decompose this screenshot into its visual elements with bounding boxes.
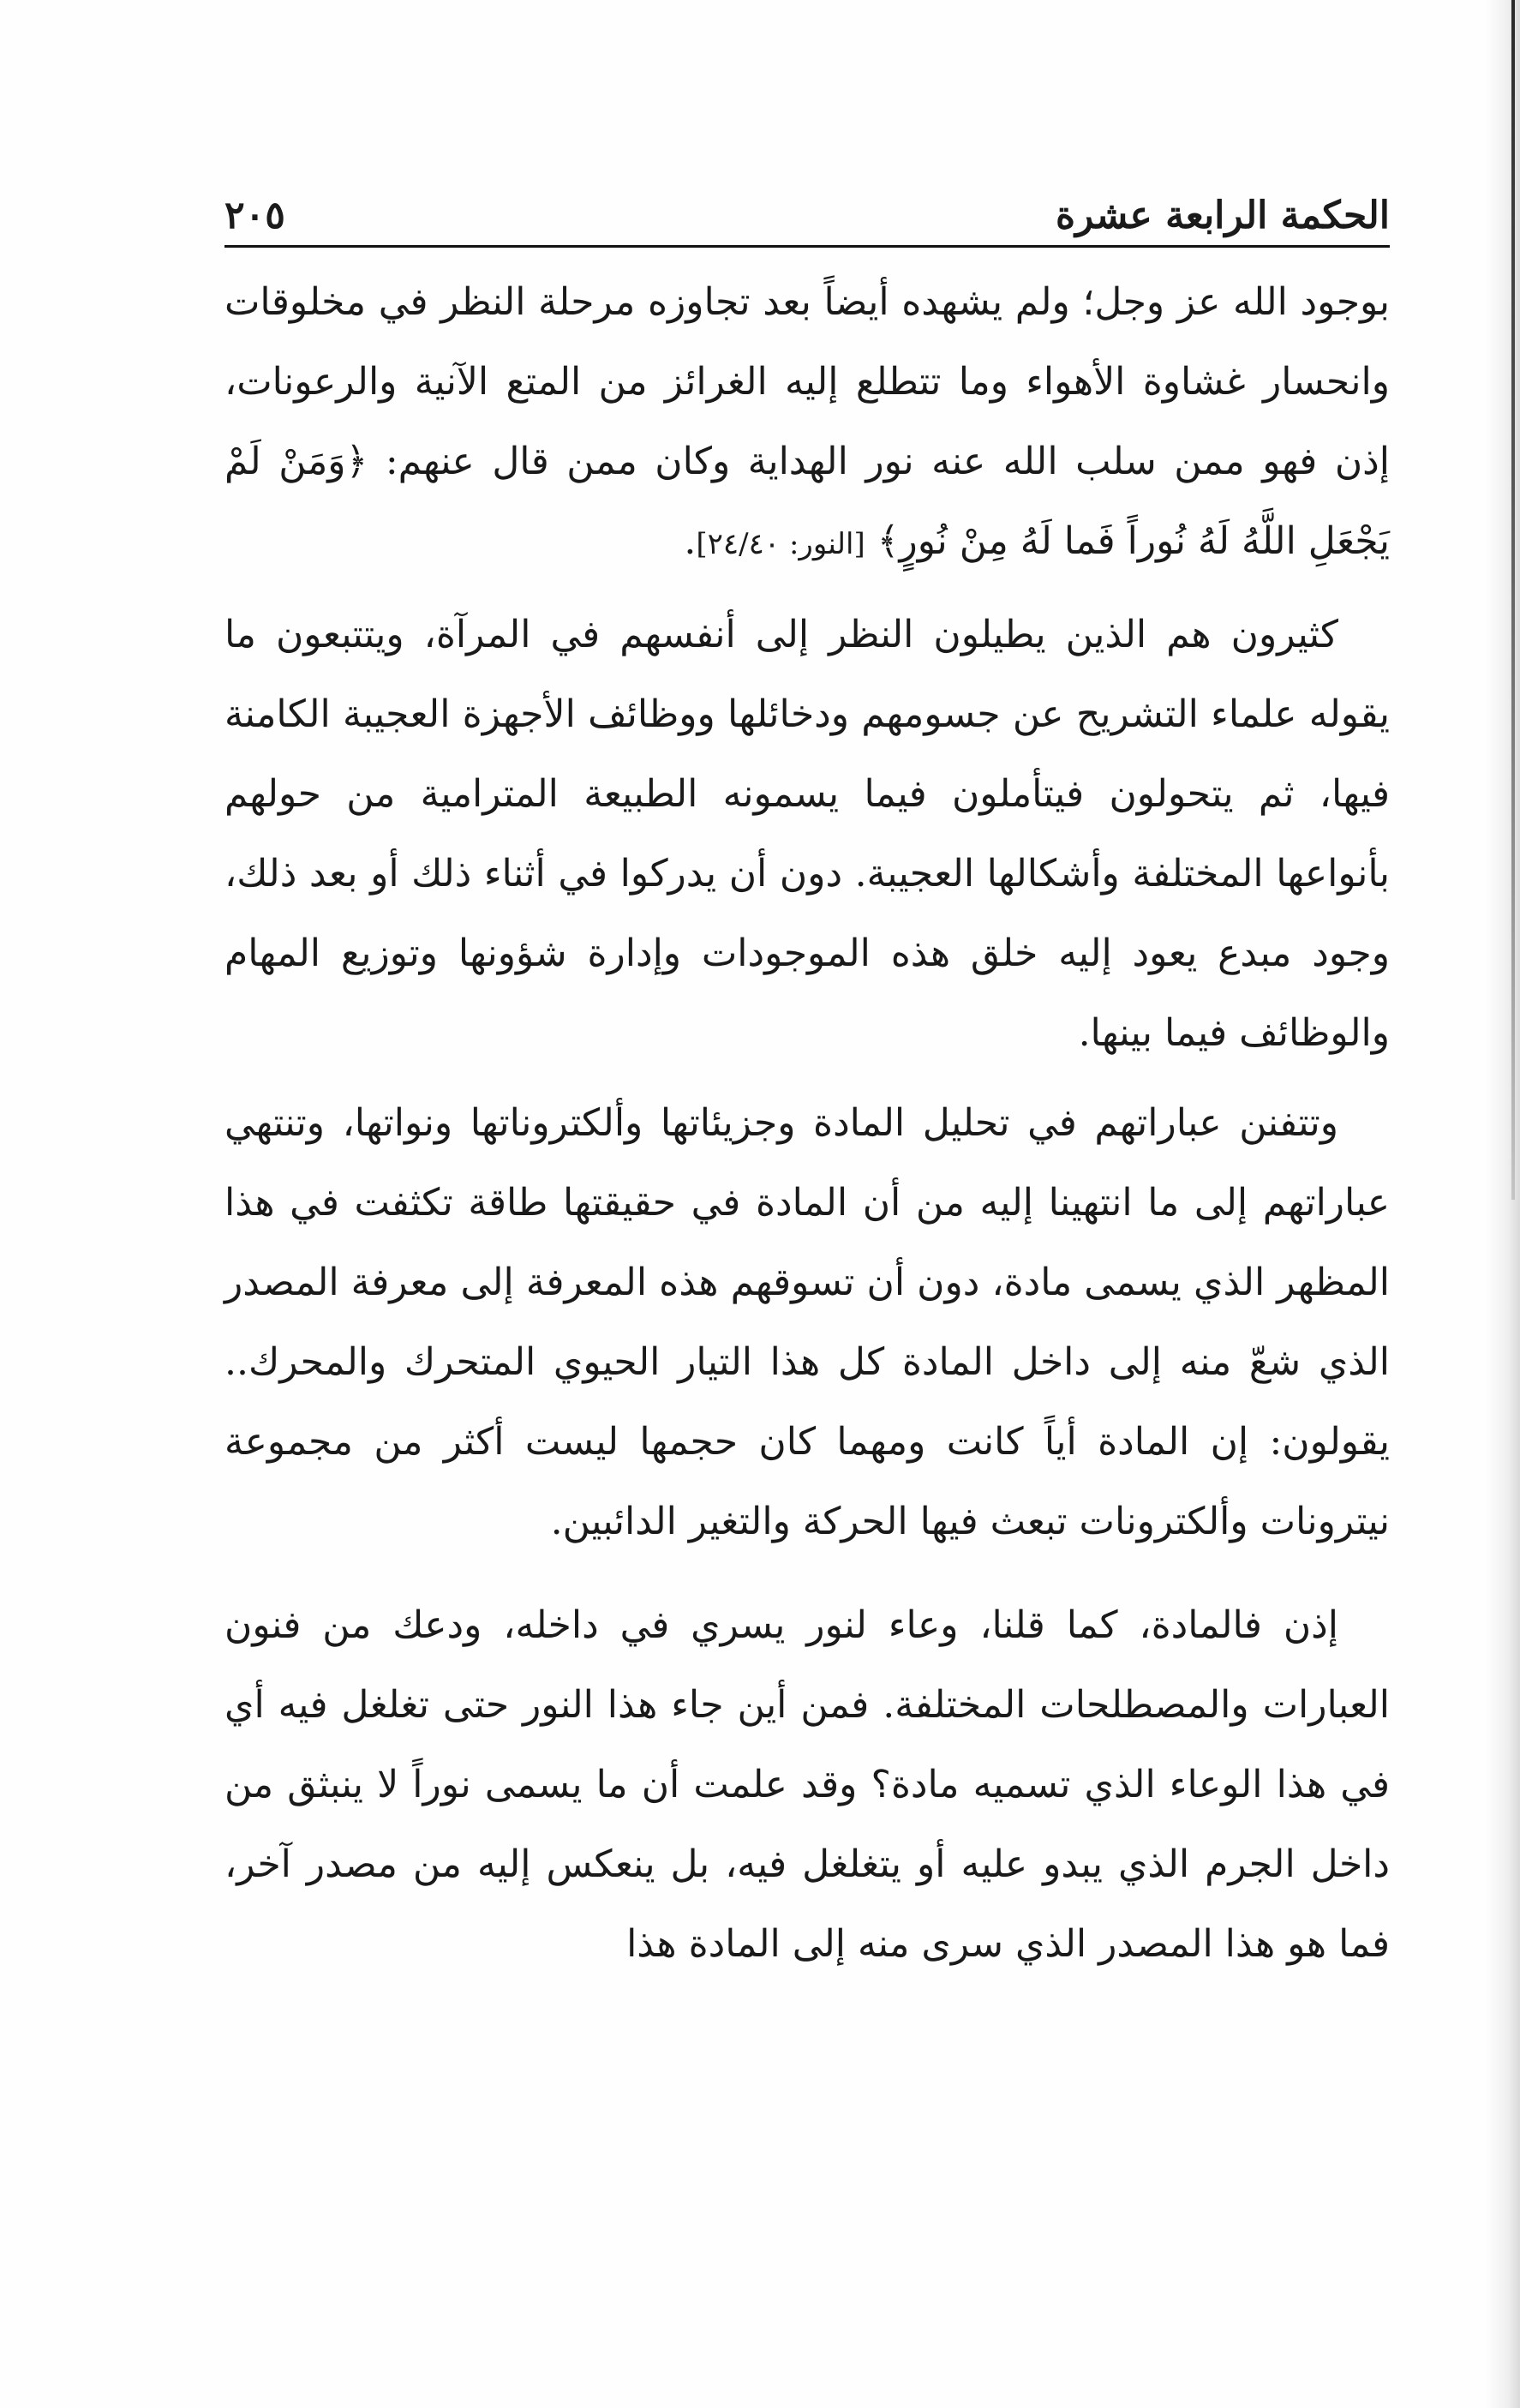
paragraph-1-end: . [684, 519, 697, 563]
running-title: الحكمة الرابعة عشرة [1055, 194, 1390, 237]
paragraph-1 [224, 262, 1390, 584]
body-text [224, 262, 1390, 1984]
paragraph-1-text: بوجود الله عز وجل؛ ولم يشهده أيضاً بعد تجاوزه مرحلة النظر في مخلوقات وانحسار غشاوة الأهواء وما تتطلع إليه الغرائز من المتع الآنية والرعونات، إذن فهو ممن سلب الله عنه نور الهداية وكان ممن قال عنهم: [224, 280, 1390, 483]
scan-edge-shadow [1486, 0, 1520, 2408]
quran-reference: [النور: ٢٤/٤٠] [696, 527, 865, 561]
page-number: ٢٠٥ [224, 194, 285, 237]
paragraph-2: كثيرون هم الذين يطيلون النظر إلى أنفسهم في المرآة، ويتتبعون ما يقوله علماء التشريح عن جسومهم ودخائلها ووظائف الأجهزة العجيبة الكامنة فيها، ثم يتحولون فيتأملون فيما يسمونه الطبيعة المترامية من حولهم بأنواعها المختلفة وأشكالها العجيبة. دون أن يدركوا في أثناء ذلك أو بعد ذلك، وجود مبدع يعود إليه خلق هذه الموجودات وإدارة شؤونها وتوزيع المهام والوظائف فيما بينها. [224, 613, 1390, 1055]
page-header [224, 189, 1390, 243]
header-rule [224, 245, 1390, 248]
scan-edge-line [1511, 0, 1515, 1200]
paragraph-4: إذن فالمادة، كما قلنا، وعاء لنور يسري في داخله، ودعك من فنون العبارات والمصطلحات المختلفة. فمن أين جاء هذا النور حتى تغلغل فيه أي في هذا الوعاء الذي تسميه مادة؟ وقد علمت أن ما يسمى نوراً لا ينبثق من داخل الجرم الذي يبدو عليه أو يتغلغل فيه، بل ينعكس إليه من مصدر آخر، فما هو هذا المصدر الذي سرى منه إلى المادة هذا [224, 1603, 1390, 1966]
quran-verse: ﴿وَمَنْ لَمْ يَجْعَلِ اللَّهُ لَهُ نُوراً فَما لَهُ مِنْ نُورٍ﴾ [224, 440, 1390, 563]
paragraph-3: وتتفنن عباراتهم في تحليل المادة وجزيئاتها وألكتروناتها ونواتها، وتنتهي عباراتهم إلى ما انتهينا إليه من أن المادة في حقيقتها طاقة تكثفت في هذا المظهر الذي يسمى مادة، دون أن تسوقهم هذه المعرفة إلى معرفة المصدر الذي شعّ منه إلى داخل المادة كل هذا التيار الحيوي المتحرك والمحرك.. يقولون: إن المادة أياً كانت ومهما كان حجمها ليست أكثر من مجموعة نيترونات وألكترونات تبعث فيها الحركة والتغير الدائبين. [224, 1101, 1390, 1543]
